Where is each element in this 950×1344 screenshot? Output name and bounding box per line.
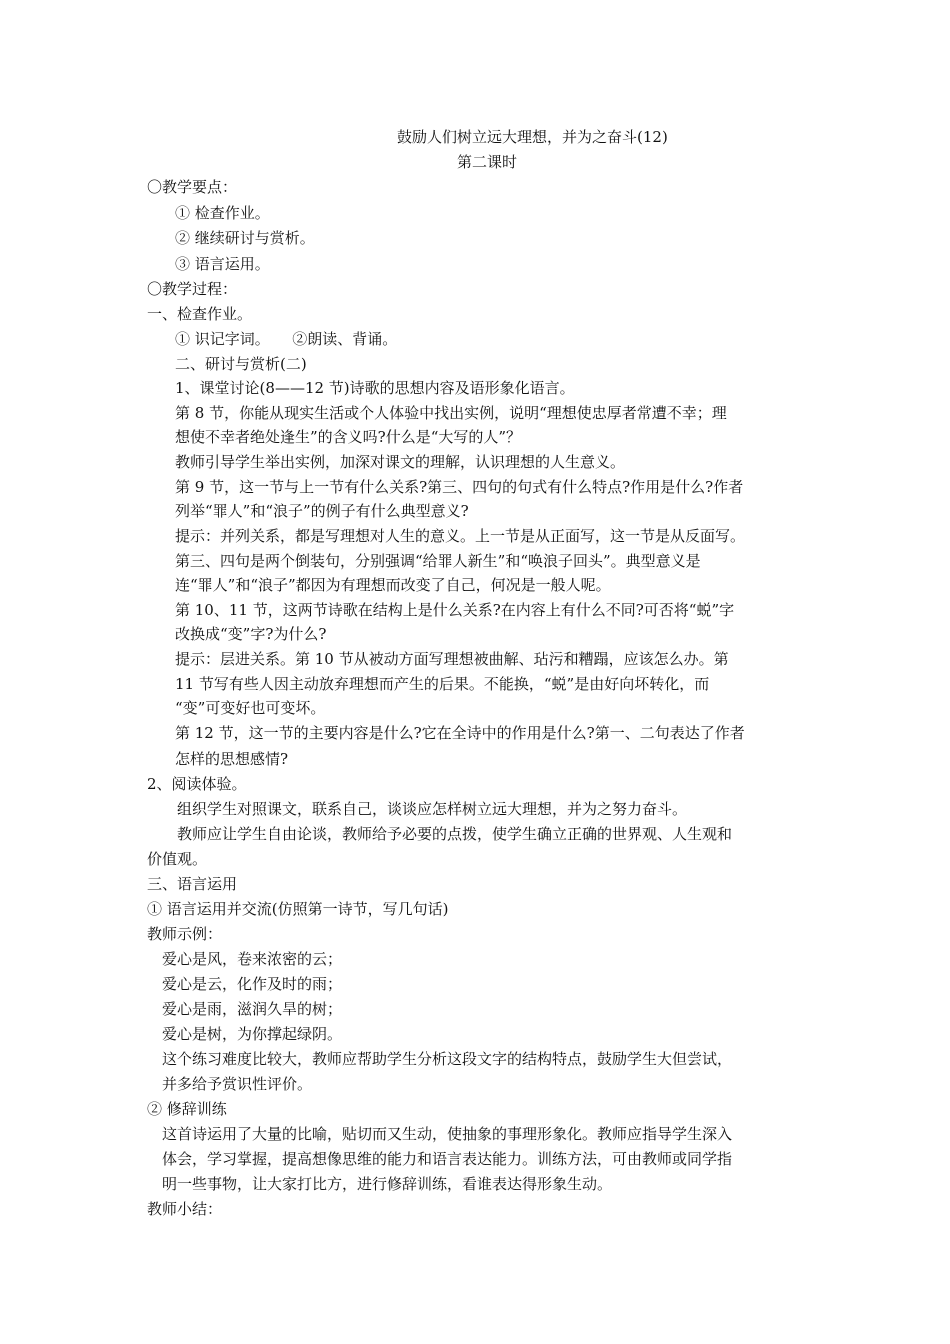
paragraph-line: 列举“罪人”和“浪子”的例子有什么典型意义? — [175, 502, 469, 520]
poem-line: 爱心是风，卷来浓密的云； — [162, 950, 343, 968]
subsection-heading: 二、研讨与赏析(二) — [175, 355, 307, 373]
paragraph-line: 连“罪人”和“浪子”都因为有理想而改变了自己，何况是一般人呢。 — [175, 576, 611, 594]
document-title: 鼓励人们树立远大理想，并为之奋斗(12) — [397, 128, 668, 146]
paragraph-line: 改换成“变”字?为什么? — [175, 625, 327, 643]
list-item: ② 继续研讨与赏析。 — [175, 229, 315, 247]
paragraph-line: 想使不幸者绝处逢生”的含义吗?什么是“大写的人”？ — [175, 428, 522, 446]
paragraph-line: 11 节写有些人因主动放弃理想而产生的后果。不能换，“蜕”是由好向坏转化，而 — [175, 675, 710, 693]
document-subtitle: 第二课时 — [457, 153, 518, 171]
paragraph-line: 提示：并列关系，都是写理想对人生的意义。上一节是从正面写，这一节是从反面写。 — [175, 527, 746, 545]
paragraph-line: 明一些事物，让大家打比方，进行修辞训练，看谁表达得形象生动。 — [162, 1175, 613, 1193]
subsection-heading: 2、阅读体验。 — [147, 775, 247, 793]
paragraph-line: 第 10、11 节，这两节诗歌在结构上是什么关系?在内容上有什么不同?可否将“蜕”字 — [175, 601, 735, 619]
list-item: ② 修辞训练 — [147, 1100, 227, 1118]
section-heading-key-points: 〇教学要点： — [147, 178, 238, 196]
section-heading-homework: 一、检查作业。 — [147, 305, 253, 323]
paragraph-line: 第 8 节，你能从现实生活或个人体验中找出实例，说明“理想使忠厚者常遭不幸；理 — [175, 404, 727, 422]
paragraph-line: 第 9 节，这一节与上一节有什么关系?第三、四句的句式有什么特点?作用是什么?作者 — [175, 478, 744, 496]
list-item: ③ 语言运用。 — [175, 255, 270, 273]
poem-line: 爱心是雨，滋润久旱的树； — [162, 1000, 343, 1018]
poem-line: 爱心是云，化作及时的雨； — [162, 975, 343, 993]
section-heading-language: 三、语言运用 — [147, 875, 238, 893]
paragraph-line: 第 12 节，这一节的主要内容是什么?它在全诗中的作用是什么?第一、二句表达了作者 — [175, 724, 745, 742]
section-heading-process: 〇教学过程： — [147, 280, 238, 298]
list-item: ① 检查作业。 — [175, 204, 270, 222]
paragraph-line: 怎样的思想感情? — [175, 750, 289, 768]
poem-line: 爱心是树，为你撑起绿阴。 — [162, 1025, 343, 1043]
paragraph-line: 1、课堂讨论(8——12 节)诗歌的思想内容及语形象化语言。 — [175, 379, 575, 397]
paragraph-line: 这个练习难度比较大，教师应帮助学生分析这段文字的结构特点，鼓励学生大但尝试， — [162, 1050, 733, 1068]
paragraph-line: 教师示例： — [147, 925, 223, 943]
paragraph-line: 教师小结： — [147, 1200, 223, 1218]
paragraph-line: 这首诗运用了大量的比喻，贴切而又生动，使抽象的事理形象化。教师应指导学生深入 — [162, 1125, 733, 1143]
paragraph-line: 价值观。 — [147, 850, 208, 868]
paragraph-line: 组织学生对照课文，联系自己，谈谈应怎样树立远大理想，并为之努力奋斗。 — [147, 800, 688, 818]
paragraph-line: 第三、四句是两个倒装句，分别强调“给罪人新生”和“唤浪子回头”。典型意义是 — [175, 552, 701, 570]
paragraph-line: 体会，学习掌握，提高想像思维的能力和语言表达能力。训练方法，可由教师或同学指 — [162, 1150, 733, 1168]
paragraph-line: 提示：层进关系。第 10 节从被动方面写理想被曲解、玷污和糟蹋，应该怎么办。第 — [175, 650, 729, 668]
paragraph-line: 并多给予赏识性评价。 — [162, 1075, 313, 1093]
list-item: ① 识记字词。 ②朗读、背诵。 — [175, 330, 398, 348]
paragraph-line: 教师引导学生举出实例，加深对课文的理解，认识理想的人生意义。 — [175, 453, 626, 471]
list-item: ① 语言运用并交流(仿照第一诗节，写几句话) — [147, 900, 449, 918]
paragraph-line: “变”可变好也可变坏。 — [175, 699, 326, 717]
paragraph-line: 教师应让学生自由论谈，教师给予必要的点拨，使学生确立正确的世界观、人生观和 — [147, 825, 733, 843]
